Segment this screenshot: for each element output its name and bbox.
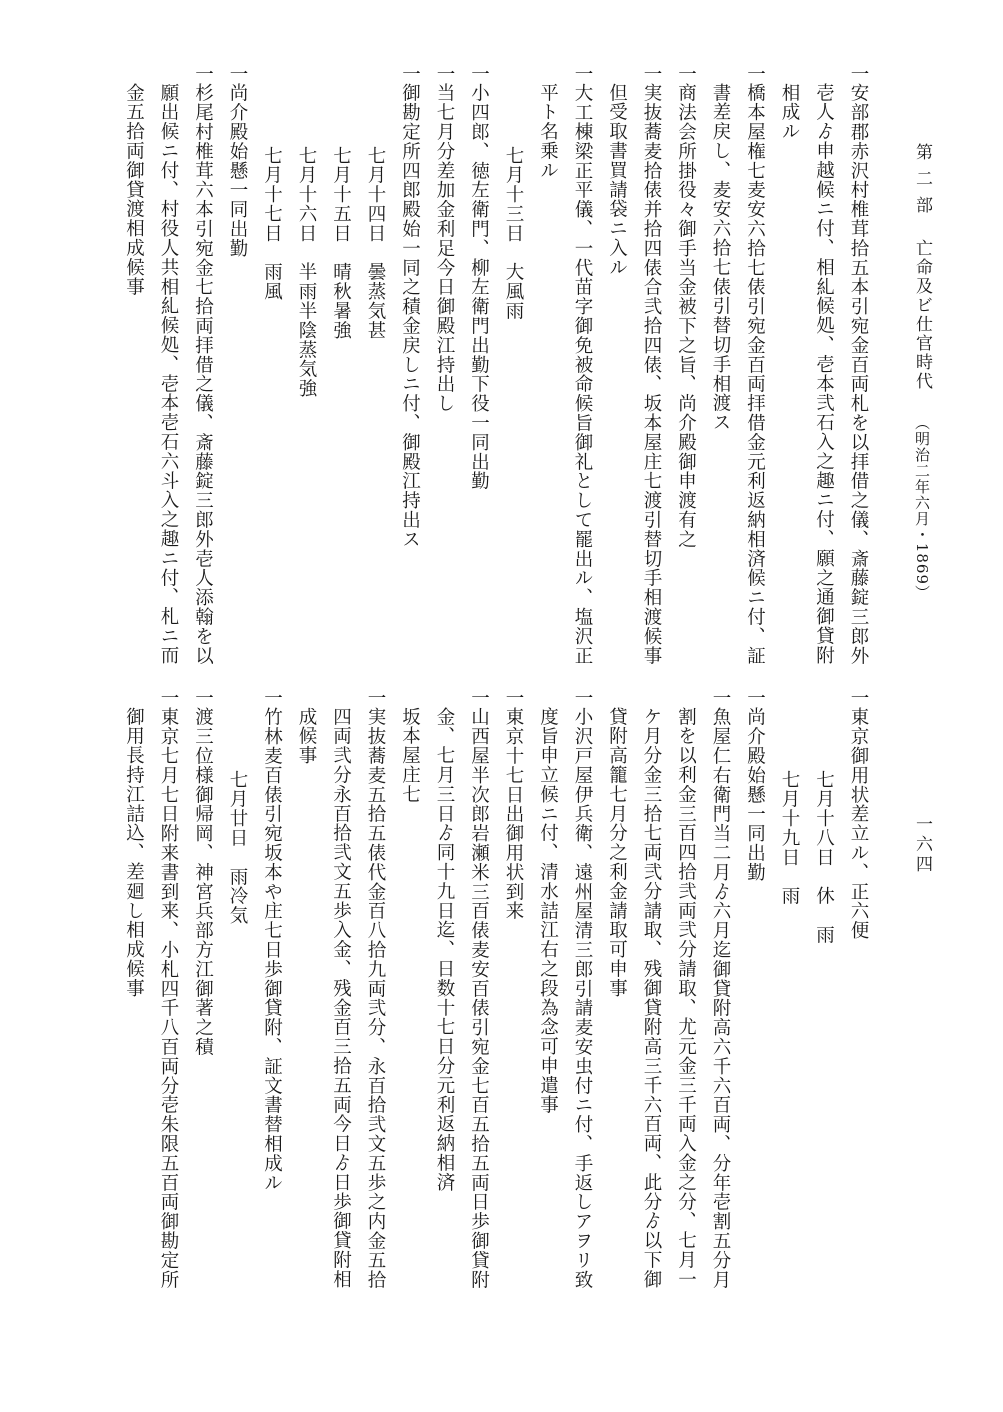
entry-line: 一商法会所掛役々御手当金被下之旨、尚介殿御申渡有之 [675,64,697,549]
entry-line: 一当七月分差加金利足今日御殿江持出し [434,64,455,414]
continuation-line: 相成ル [779,83,800,142]
entry-line: 一杉尾村椎茸六本引宛金七拾両拝借之儀、斎藤錠三郎外壱人添翰を以 [192,64,214,666]
entry-line: 一東京十七日出御用状到来 [503,688,524,921]
chapter-title: 亡命及ビ仕官時代 [912,238,932,391]
continuation-line: 御用長持江詰込、差廻し相成候事 [123,707,145,998]
page-number: 一六四 [912,815,932,875]
part-label: 第 二 部 [912,143,932,215]
entry-line: 一魚屋仁右衛門当二月ゟ六月迄御貸附高六千六百両、分年壱割五分月 [710,688,731,1290]
date-line: 七月十九日 雨 [779,770,800,906]
date-line: 七月十五日 晴秋暑強 [330,146,352,340]
running-header [906,143,938,601]
continuation-line: 四両弐分永百拾弐文五歩入金、残金百三拾五両今日ゟ日歩御貸附相 [330,707,352,1289]
continuation-line: 但受取書買請袋ニ入ル [606,83,628,277]
continuation-line: 度旨申立候ニ付、清水詰江右之段為念可申遣事 [537,707,559,1115]
text-block-lower [65,688,875,1288]
entry-line: 一東京七月七日附来書到来、小札四千八百両分壱朱限五百両御勘定所 [158,688,179,1290]
continuation-line: 割を以利金三百四拾弐両弐分請取、尤元金三千両入金之分、七月一 [675,707,697,1289]
entry-line: 一安部郡赤沢村椎茸拾五本引宛金百両札を以拝借之儀、斎藤錠三郎外 [848,64,869,666]
entry-line: 一尚介殿始懸一同出勤 [227,64,248,258]
entry-line: 一山西屋半次郎岩瀬米三百俵麦安百俵引宛金七百五拾五両日歩御貸附 [468,688,490,1290]
entry-line: 一東京御用状差立ル、正六便 [848,688,869,941]
continuation-line: 願出候ニ付、村役人共相糺候処、壱本壱石六斗入之趣ニ付、札ニ而 [158,83,179,665]
continuation-line: 書差戻し、麦安六拾七俵引替切手相渡ス [710,83,731,433]
continuation-line: ケ月分金三拾七両弐分請取、残御貸附高三千六百両、此分ゟ以下御 [641,707,662,1289]
entry-line: 一尚介殿始懸一同出勤 [744,688,766,882]
date-line: 七月十八日 休 雨 [813,770,835,945]
date-line: 七月十七日 雨風 [261,146,283,302]
entry-line: 一渡三位様御帰岡、神宮兵部方江御著之積 [192,688,214,1057]
entry-line: 一竹林麦百俵引宛坂本や庄七日歩御貸附、証文書替相成ル [261,688,283,1193]
continuation-line: 金、七月三日ゟ同十九日迄、日数十七日分元利返納相済 [434,707,455,1192]
date-line: 七月廿日 雨冷気 [227,770,248,926]
date-line: 七月十三日 大風雨 [503,146,524,321]
entry-line: 一実抜蕎麦拾俵并拾四俵合弐拾四俵、坂本屋庄七渡引替切手相渡候事 [641,64,662,666]
date-line: 七月十六日 半雨半陰蒸気強 [296,146,317,399]
continuation-line: 貸附高籠七月分之利金請取可申事 [606,707,628,998]
entry-line: 一橋本屋権七麦安六拾七俵引宛金百両拝借金元利返納相済候ニ付、証 [744,64,766,666]
continuation-line: 成候事 [296,707,317,766]
entry-line: 一実抜蕎麦五拾五俵代金百八拾九両弐分、永百拾弐文五歩之内金五拾 [365,688,386,1290]
text-block-upper [65,64,875,666]
continuation-line: 壱人ゟ申越候ニ付、相糺候処、壱本弐石入之趣ニ付、願之通御貸附 [813,83,835,665]
entry-line: 一小四郎、徳左衛門、柳左衛門出勤下役一同出勤 [468,64,490,491]
era-label: （明治二年六月・1869） [913,414,931,601]
entry-line: 一大工棟梁正平儀、一代苗字御免被命候旨御礼として罷出ル、塩沢正 [572,64,593,666]
continuation-line: 坂本屋庄七 [399,707,421,804]
continuation-line: 金五拾両御貸渡相成候事 [123,83,145,297]
continuation-line: 平ト名乗ル [537,83,559,180]
entry-line: 一御勘定所四郎殿始一同之積金戻しニ付、御殿江持出ス [399,64,421,549]
entry-line: 一小沢戸屋伊兵衛、遠州屋清三郎引請麦安虫付ニ付、手返しアヲリ致 [572,688,593,1290]
date-line: 七月十四日 曇蒸気甚 [365,146,386,340]
